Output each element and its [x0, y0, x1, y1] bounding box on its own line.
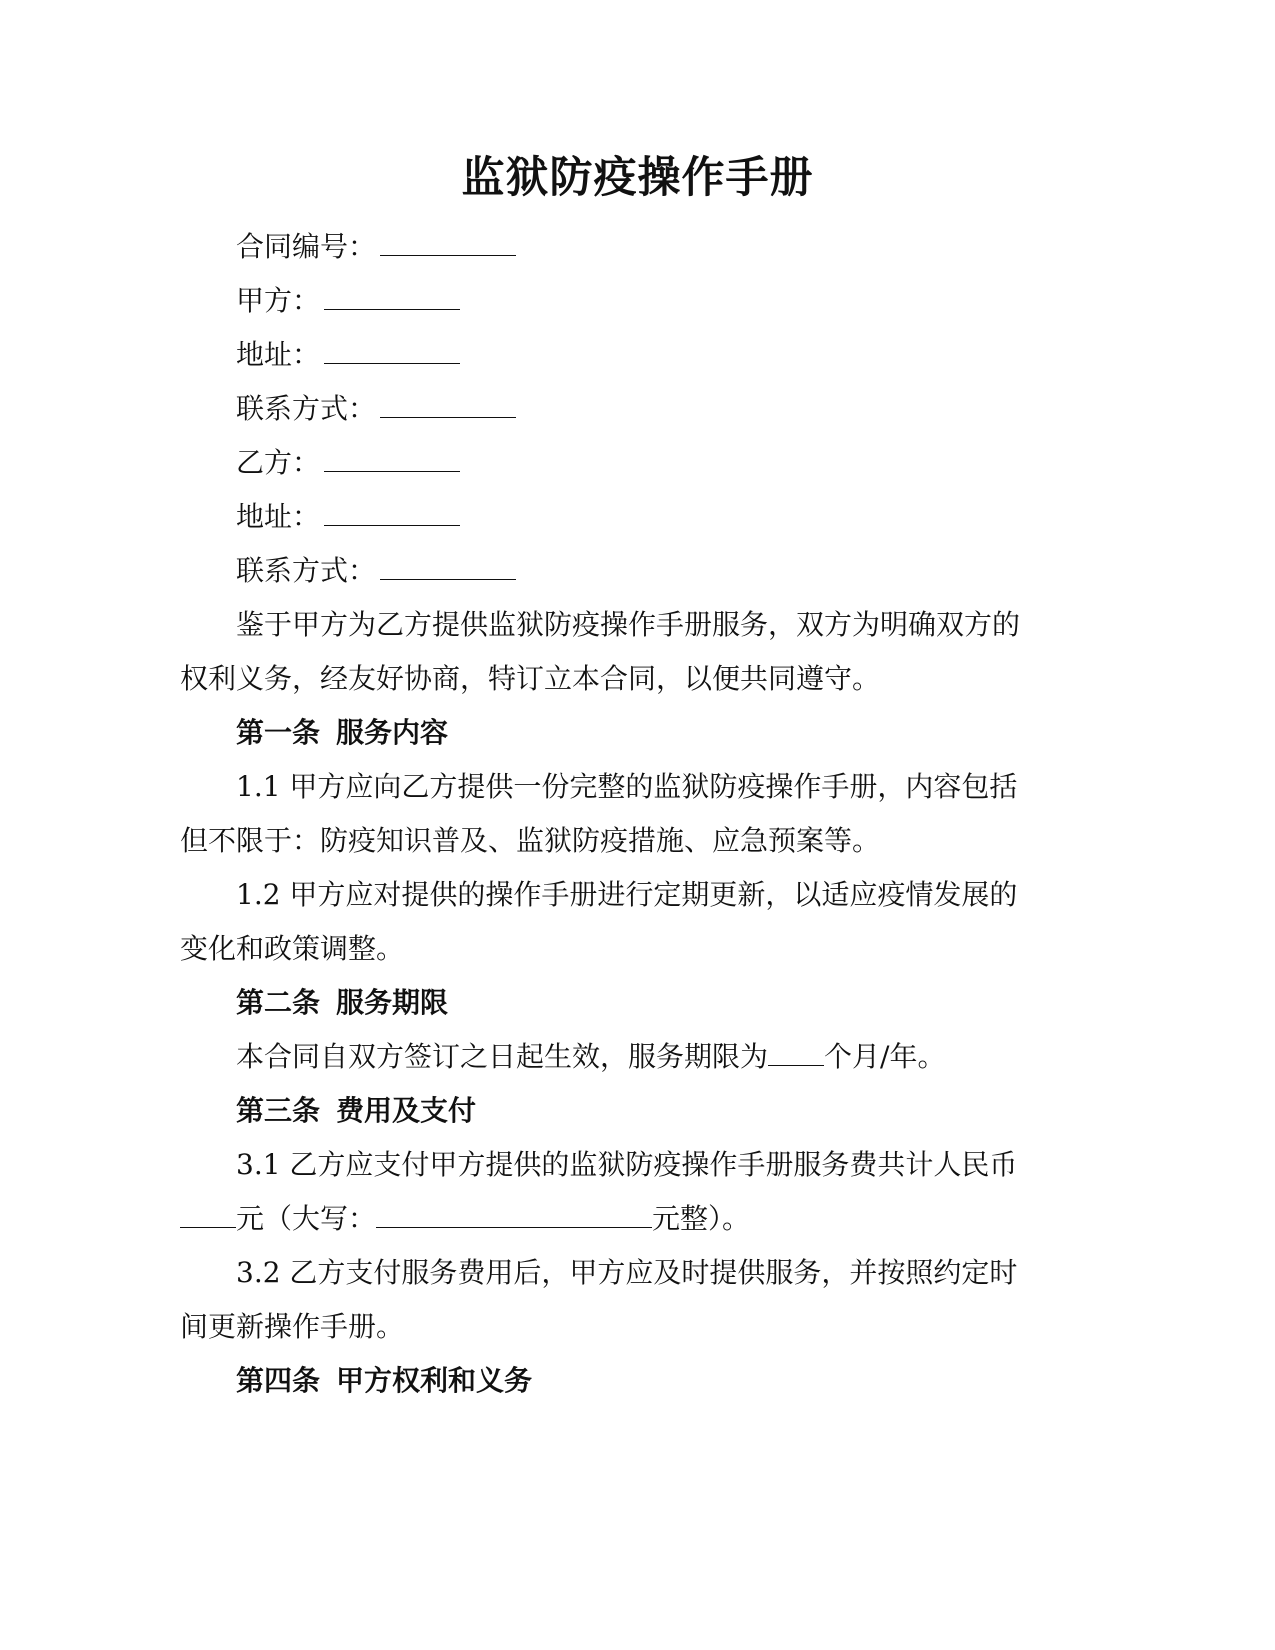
party-a-address-field: [236, 335, 460, 375]
party-b-contact-field: [236, 551, 516, 591]
fill-in-blank: [180, 1201, 236, 1228]
clause-1-2-line: 变化和政策调整。: [180, 932, 405, 965]
article-number: 第二条: [236, 986, 321, 1019]
fill-in-blank: [768, 1039, 824, 1066]
fill-in-blank: [324, 337, 460, 364]
party-a-field: [236, 281, 460, 321]
amount-text: 元整）。: [652, 1202, 751, 1235]
article-title: 服务内容: [336, 716, 449, 749]
party-b-address-field: [236, 497, 460, 537]
clause-3-2-line: 间更新操作手册。: [180, 1310, 405, 1343]
fill-in-blank: [376, 1201, 652, 1228]
fill-in-blank: [324, 445, 460, 472]
fill-in-blank: [324, 283, 460, 310]
service-term-text: 本合同自双方签订之日起生效，服务期限为: [236, 1040, 769, 1073]
article-title: 费用及支付: [336, 1094, 477, 1127]
document-title: 监狱防疫操作手册: [461, 153, 814, 203]
article-1-heading: [236, 713, 448, 753]
article-3-heading: [236, 1091, 476, 1131]
article-2-heading: [236, 983, 448, 1023]
service-term-unit: 个月/年。: [824, 1040, 946, 1073]
party-b-field: [236, 443, 460, 483]
clause-3-1-line: 3.1 乙方应支付甲方提供的监狱防疫操作手册服务费共计人民币: [236, 1148, 1018, 1181]
clause-3-1-line: [180, 1199, 750, 1239]
amount-text: 元（大写：: [236, 1202, 377, 1235]
article-number: 第一条: [236, 716, 321, 749]
article-number: 第三条: [236, 1094, 321, 1127]
article-title: 甲方权利和义务: [336, 1364, 533, 1397]
field-label: 联系方式：: [236, 392, 377, 425]
fill-in-blank: [380, 553, 516, 580]
intro-paragraph-line: 权利义务，经友好协商，特订立本合同，以便共同遵守。: [180, 662, 881, 695]
intro-paragraph-line: 鉴于甲方为乙方提供监狱防疫操作手册服务，双方为明确双方的: [236, 608, 1021, 641]
field-label: 地址：: [236, 500, 321, 533]
fill-in-blank: [380, 229, 516, 256]
article-number: 第四条: [236, 1364, 321, 1397]
field-label: 地址：: [236, 338, 321, 371]
fill-in-blank: [380, 391, 516, 418]
fill-in-blank: [324, 499, 460, 526]
clause-1-2-line: 1.2 甲方应对提供的操作手册进行定期更新，以适应疫情发展的: [236, 878, 1018, 911]
clause-1-1-line: 但不限于：防疫知识普及、监狱防疫措施、应急预案等。: [180, 824, 881, 857]
clause-1-1-line: 1.1 甲方应向乙方提供一份完整的监狱防疫操作手册，内容包括: [236, 770, 1018, 803]
field-label: 甲方：: [236, 284, 321, 317]
article-title: 服务期限: [336, 986, 449, 1019]
contract-number-field: [236, 227, 516, 267]
article-4-heading: [236, 1361, 532, 1401]
field-label: 乙方：: [236, 446, 321, 479]
field-label: 联系方式：: [236, 554, 377, 587]
article-2-text: [236, 1037, 945, 1077]
party-a-contact-field: [236, 389, 516, 429]
clause-3-2-line: 3.2 乙方支付服务费用后，甲方应及时提供服务，并按照约定时: [236, 1256, 1018, 1289]
field-label: 合同编号：: [236, 230, 377, 263]
